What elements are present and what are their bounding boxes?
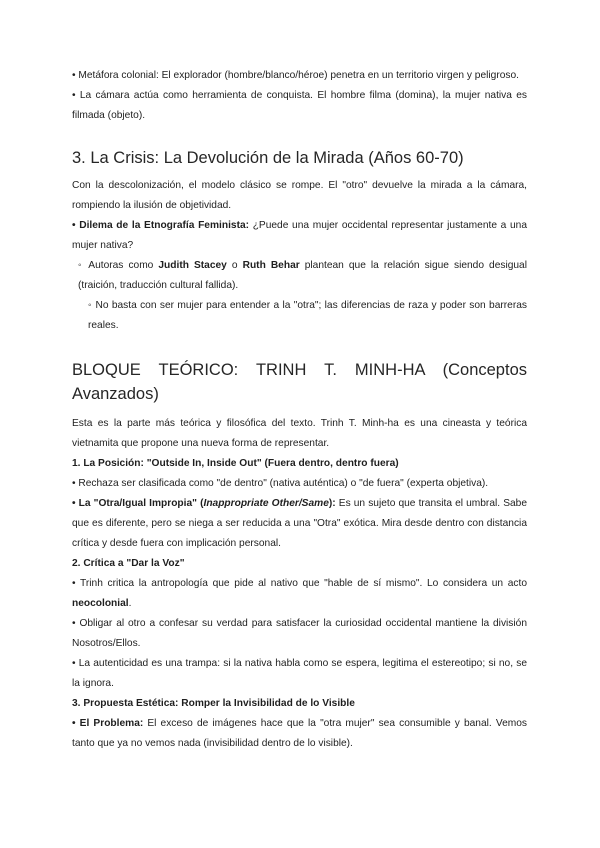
autora-stacey: Judith Stacey	[158, 260, 227, 271]
autoras-subbullet	[72, 256, 527, 296]
crisis-paragraph: Con la descolonización, el modelo clásico se rompe. El "otro" devuelve la mirada a la cámara, rompiendo la ilusión de objetividad.	[72, 180, 527, 211]
section-3-title: 3. Propuesta Estética: Romper la Invisibilidad de lo Visible	[72, 698, 355, 709]
page-content	[72, 66, 527, 754]
dilema-bullet	[72, 216, 527, 256]
section-2-bullet-critica: • Trinh critica la antropología que pide al nativo que "hable de sí mismo". Lo considera un acto neocolonial.	[72, 578, 527, 609]
neocolonial-term: neocolonial	[72, 598, 129, 609]
intro-bullet-camara: • La cámara actúa como herramienta de conquista. El hombre filma (domina), la mujer nativa es filmada (objeto).	[72, 90, 527, 121]
autoras-mid: o	[226, 260, 243, 271]
otra-label: • La "Otra/Igual Impropia" (Inappropriate Other/Same):	[72, 498, 336, 509]
section-2-title: 2. Crítica a "Dar la Voz"	[72, 558, 185, 569]
autoras-pre: ◦ Autoras como	[78, 260, 159, 271]
section-1-bullet-rechaza: • Rechaza ser clasificada como "de dentro" (nativa auténtica) o "de fuera" (experta objetiva).	[72, 478, 489, 489]
autoras-post: plantean que la relación sigue siendo desigual (traición, traducción cultural fallida).	[78, 260, 527, 291]
bloque-intro-paragraph: Esta es la parte más teórica y filosófica del texto. Trinh T. Minh-ha es una cineasta y teórica vietnamita que propone una nueva forma de representar.	[72, 418, 527, 449]
problema-label: • El Problema:	[72, 718, 144, 729]
section-2-bullet-autenticidad: • La autenticidad es una trampa: si la nativa habla como se espera, legitima el estereotipo; si no, se la ignora.	[72, 658, 527, 689]
problema-text: El exceso de imágenes hace que la "otra mujer" sea consumible y banal. Vemos tanto que ya no vemos nada (invisibilidad dentro de lo visible).	[72, 718, 527, 749]
dilema-text: ¿Puede una mujer occidental representar justamente a una mujer nativa?	[72, 220, 527, 251]
otra-text: Es un sujeto que transita el umbral. Sabe que es diferente, pero se niega a ser reducida a una "Otra" exótica. Mira desde dentro con distancia crítica y desde fuera con implicación personal.	[72, 498, 527, 549]
dilema-label: • Dilema de la Etnografía Feminista:	[72, 220, 250, 231]
otra-label-italic: Inappropriate Other/Same	[203, 498, 329, 509]
intro-bullet-metafora: • Metáfora colonial: El explorador (hombre/blanco/héroe) penetra en un territorio virgen y peligroso.	[72, 70, 519, 81]
section-1-title: 1. La Posición: "Outside In, Inside Out" (Fuera dentro, dentro fuera)	[72, 458, 399, 469]
crisis-heading: 3. La Crisis: La Devolución de la Mirada (Años 60-70)	[72, 149, 464, 167]
bloque-heading: BLOQUE TEÓRICO: TRINH T. MINH-HA (Conceptos Avanzados)	[72, 361, 527, 403]
autora-behar: Ruth Behar	[242, 260, 300, 271]
section-2-bullet-obligar: • Obligar al otro a confesar su verdad para satisfacer la curiosidad occidental mantiene la división Nosotros/Ellos.	[72, 618, 527, 649]
section-1-bullet-otra	[72, 494, 527, 554]
nobasta-subbullet: ◦ No basta con ser mujer para entender a la "otra"; las diferencias de raza y poder son barreras reales.	[88, 300, 527, 331]
section-3-bullet-problema	[72, 714, 527, 754]
